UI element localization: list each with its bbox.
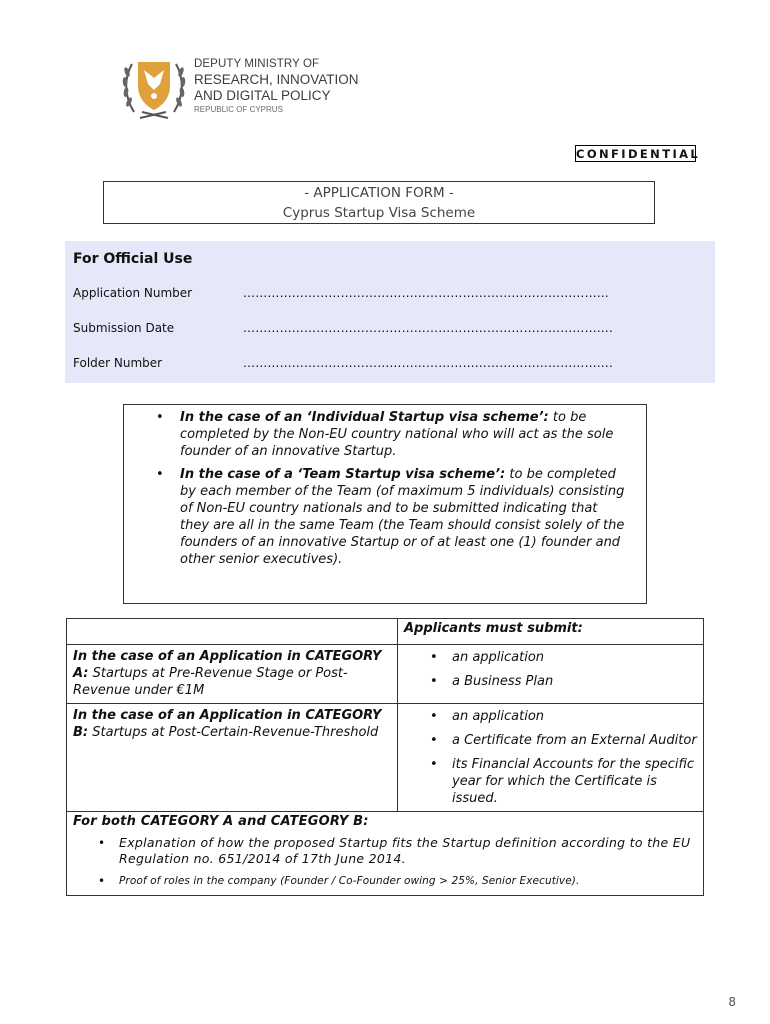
both-categories-cell — [67, 812, 704, 896]
team-scheme-title: In the case of a ‘Team Startup visa scheme’: — [180, 467, 506, 482]
category-a-title: In the case of an Application in CATEGORY A: — [73, 649, 382, 681]
confidential-label: CONFIDENTIAL — [576, 147, 701, 161]
official-use-section — [65, 241, 715, 383]
category-a-row — [67, 645, 704, 704]
category-a-requirements — [398, 645, 704, 704]
list-item: • Proof of roles in the company (Founder / Co-Founder owing > 25%, Senior Executive). — [98, 874, 580, 888]
official-use-heading: For Official Use — [73, 251, 193, 267]
bullet-icon: • — [156, 410, 164, 425]
individual-scheme-title: In the case of an ‘Individual Startup visa scheme’: — [180, 410, 549, 425]
bullet-icon: • — [430, 709, 438, 724]
both-categories-row — [67, 812, 704, 896]
list-item: • a Business Plan — [430, 674, 554, 689]
individual-scheme-text: to be completed by the Non-EU country national who will act as the sole founder of an innovative Startup. — [180, 410, 614, 459]
category-b-cell — [67, 704, 398, 812]
category-a-cell — [67, 645, 398, 704]
team-scheme-text: to be completed by each member of the Team (of maximum 5 individuals) consisting of Non-EU country nationals and to be submitted indicating that they are all in the same Team (the Team should consist solely of the founders of an innovative Startup or of at least one (1) founder and other senior executives). — [180, 467, 625, 567]
application-number-label: Application Number — [73, 286, 193, 300]
list-item: • an application — [430, 650, 545, 665]
bullet-icon: • — [430, 650, 438, 665]
requirements-table — [66, 618, 704, 896]
bullet-icon: • — [156, 467, 164, 482]
folder-number-field[interactable]: ………………………………………………………………………………. — [243, 356, 614, 370]
folder-number-label: Folder Number — [73, 356, 163, 370]
submission-date-field[interactable]: ………………………………………………………………………………. — [243, 321, 614, 335]
ministry-name — [194, 58, 359, 115]
bullet-icon: • — [430, 674, 438, 689]
list-item: • Explanation of how the proposed Startup fits the Startup definition according to the EU Regulation no. 651/2014 of 17th June 2014. — [98, 835, 691, 866]
form-subtitle: Cyprus Startup Visa Scheme — [282, 205, 476, 221]
category-b-title: In the case of an Application in CATEGORY B: — [73, 708, 382, 740]
table-header-row — [67, 619, 704, 645]
team-scheme-item — [124, 466, 646, 568]
bullet-icon: • — [98, 874, 106, 888]
visa-scheme-info-box — [123, 404, 647, 604]
applicants-must-submit-header: Applicants must submit: — [398, 619, 704, 645]
ministry-logo-icon — [118, 56, 190, 126]
category-b-text: Startups at Post-Certain-Revenue-Threshold — [92, 725, 379, 740]
bullet-icon: • — [430, 733, 438, 748]
category-a-text: Startups at Pre-Revenue Stage or Post-Revenue under €1M — [73, 666, 348, 698]
ministry-line-4: REPUBLIC OF CYPRUS — [194, 105, 283, 115]
individual-scheme-item — [124, 409, 646, 460]
ministry-line-2: RESEARCH, INNOVATION — [194, 71, 359, 87]
page-number: 8 — [728, 995, 736, 1009]
category-b-requirements — [398, 704, 704, 812]
list-item: • an application — [430, 709, 545, 724]
bullet-icon: • — [430, 757, 438, 772]
form-title: - APPLICATION FORM - — [304, 185, 454, 201]
both-categories-title: For both CATEGORY A and CATEGORY B: — [73, 814, 369, 829]
category-b-row — [67, 704, 704, 812]
application-number-field[interactable]: ……………………………………………………………………………… — [243, 286, 609, 300]
bullet-icon: • — [98, 836, 106, 850]
list-item: • its Financial Accounts for the specific year for which the Certificate is issued. — [430, 757, 695, 806]
form-title-box — [103, 181, 655, 224]
ministry-line-1: DEPUTY MINISTRY OF — [194, 58, 320, 70]
list-item: • a Certificate from an External Auditor — [430, 733, 697, 748]
submission-date-label: Submission Date — [73, 321, 175, 335]
ministry-line-3: AND DIGITAL POLICY — [194, 87, 331, 103]
